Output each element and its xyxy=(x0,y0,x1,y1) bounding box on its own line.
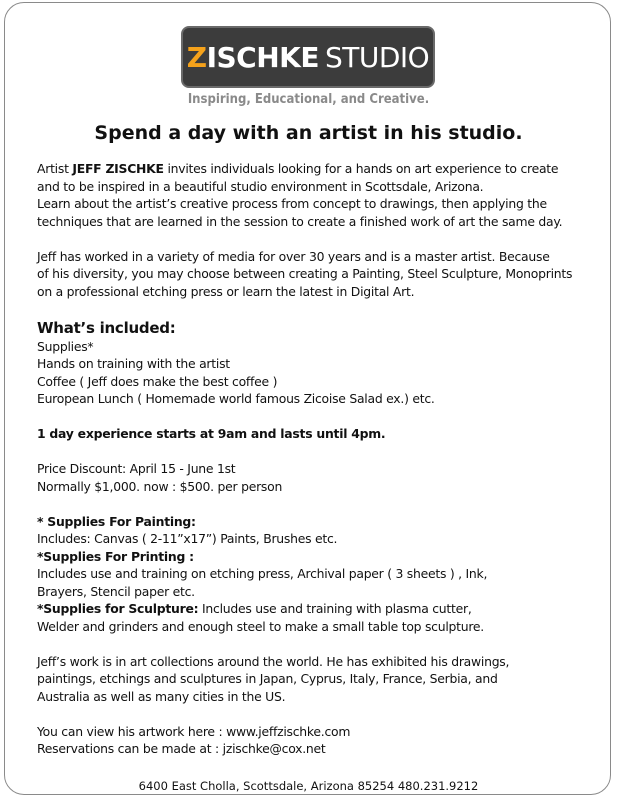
reservation-label: Reservations can be made at : xyxy=(37,741,223,756)
footer-address: 6400 East Cholla, Scottsdale, Arizona 85254 480.231.9212 xyxy=(138,779,479,793)
price-line-2: Normally $1,000. now : $500. per person xyxy=(37,478,283,494)
collections-line-2: paintings, etchings and sculptures in Japan, Cyprus, Italy, France, Serbia, and xyxy=(37,671,498,686)
included-item: Supplies* xyxy=(37,338,94,354)
bio-line-2: of his diversity, you may choose between creating a Painting, Steel Sculpture, Monoprints xyxy=(37,266,573,281)
intro-line-1 xyxy=(37,160,582,178)
tagline: Inspiring, Educational, and Creative. xyxy=(187,92,430,107)
painting-heading: * Supplies For Painting: xyxy=(37,513,196,529)
price-line-1: Price Discount: April 15 - June 1st xyxy=(37,461,236,476)
painting-text: Includes: Canvas ( 2-11”x17”) Paints, Brushes etc. xyxy=(37,531,338,546)
artist-name: JEFF ZISCHKE xyxy=(72,161,164,176)
sculpture-line-1 xyxy=(37,600,582,618)
collections-line-3: Australia as well as many cities in the US. xyxy=(37,688,286,704)
sculpture-line-2: Welder and grinders and enough steel to make a small table top sculpture. xyxy=(37,618,484,634)
reservation-line xyxy=(37,740,582,758)
page-title: Spend a day with an artist in his studio. xyxy=(94,122,523,144)
logo-z: Z xyxy=(186,40,207,74)
logo-name: ISCHKE xyxy=(206,40,319,74)
intro-line-2: and to be inspired in a beautiful studio environment in Scottsdale, Arizona. xyxy=(37,178,484,194)
sculpture-heading: *Supplies for Sculpture: xyxy=(37,601,199,616)
included-item: Coffee ( Jeff does make the best coffee ) xyxy=(37,373,278,389)
schedule: 1 day experience starts at 9am and lasts until 4pm. xyxy=(37,426,386,441)
included-item: European Lunch ( Homemade world famous Zicoise Salad ex.) etc. xyxy=(37,391,435,406)
intro-line-4: techniques that are learned in the session to create a finished work of art the same day. xyxy=(37,213,563,229)
intro-lead: Artist xyxy=(37,161,73,176)
printing-heading: *Supplies For Printing : xyxy=(37,548,194,564)
logo-studio: STUDIO xyxy=(324,40,430,74)
bio-line-1: Jeff has worked in a variety of media for over 30 years and is a master artist. Because xyxy=(37,248,550,264)
sculpture-text: Includes use and training with plasma cutter, xyxy=(198,601,472,616)
artwork-link[interactable]: www.jeffzischke.com xyxy=(226,723,351,739)
printing-line-2: Brayers, Stencil paper etc. xyxy=(37,583,195,599)
intro-line-3: Learn about the artist’s creative process from concept to drawings, then applying the xyxy=(37,196,547,211)
printing-line-1: Includes use and training on etching press, Archival paper ( 3 sheets ) , Ink, xyxy=(37,566,488,581)
collections-line-1: Jeff’s work is in art collections around the world. He has exhibited his drawings, xyxy=(37,653,510,669)
studio-logo xyxy=(181,26,435,88)
included-item: Hands on training with the artist xyxy=(37,356,230,371)
intro-rest: invites individuals looking for a hands on art experience to create xyxy=(163,161,559,176)
bio-line-3: on a professional etching press or learn the latest in Digital Art. xyxy=(37,283,415,299)
artwork-label: You can view his artwork here : xyxy=(37,723,227,739)
artwork-line xyxy=(37,723,582,741)
included-heading: What’s included: xyxy=(37,318,176,337)
main-content xyxy=(37,160,582,758)
reservation-email[interactable]: jzischke@cox.net xyxy=(222,741,326,756)
